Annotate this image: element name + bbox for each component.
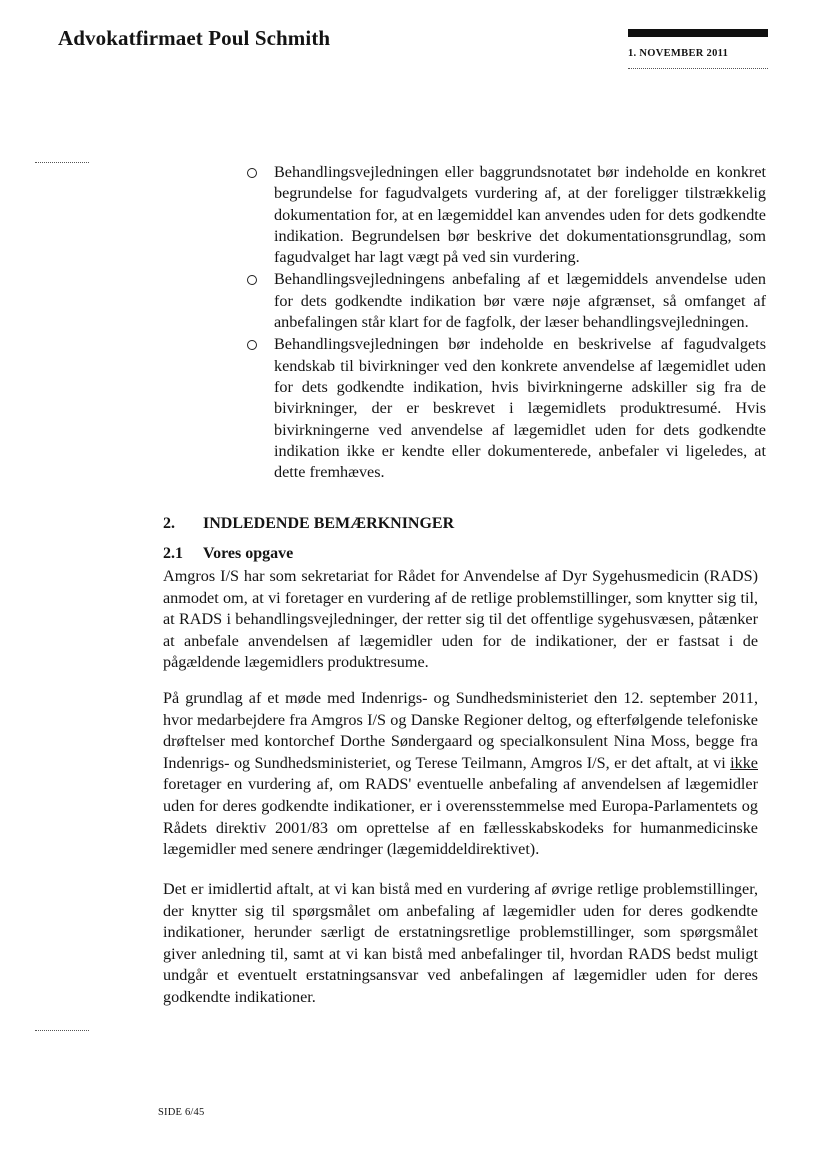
- list-item-text: Behandlingsvejledningen bør indeholde en beskrivelse af fagudvalgets kendskab til bivirkninger ved den konkrete anvendelse af lægemidlet uden for dets godkendte indikation, hvis bivirkningerne adskiller sig fra de bivirkninger, der er beskrevet i lægemidlets produktresumé. Hvis bivirkningerne ved anvendelse af lægemidlet uden for dets godkendte indikation ikke er kendte eller dokumenterede, anbefaler vi ligeledes, at dette fremhæves.: [274, 335, 766, 482]
- document-date: 1. NOVEMBER 2011: [628, 48, 729, 59]
- date-divider: [628, 68, 768, 69]
- emphasis-underlined: ikke: [730, 753, 758, 772]
- recommendation-list: [243, 162, 766, 484]
- list-item: [243, 269, 766, 333]
- paragraph-text: foretager en vurdering af, om RADS' eventuelle anbefaling af anvendelsen af lægemidler uden for deres godkendte indikationer, er i overensstemmelse med Europa-Parlamentets og Rådets direktiv 2001/83 om oprettelse af en fællesskabskodeks for humanmedicinske lægemidler med senere ændringer (lægemiddeldirektivet).: [163, 775, 758, 859]
- firm-name: Advokatfirmaet Poul Schmith: [58, 26, 331, 50]
- circle-bullet-icon: [247, 340, 257, 350]
- paragraph-text: På grundlag af et møde med Indenrigs- og Sundhedsministeriet den 12. september 2011, hvor medarbejdere fra Amgros I/S og Danske Regioner deltog, og efterfølgende telefoniske drøftelser med kontorchef Dorthe Søndergaard og specialkonsulent Nina Moss, begge fra Indenrigs- og Sundhedsministeriet, og Terese Teilmann, Amgros I/S, er det aftalt, at vi: [163, 689, 758, 772]
- subsection-title: Vores opgave: [203, 545, 294, 562]
- subsection-number: 2.1: [163, 545, 183, 562]
- paragraph-assignment: Amgros I/S har som sekretariat for Rådet for Anvendelse af Dyr Sygehusmedicin (RADS) anmodet om, at vi foretager en vurdering af de retlige problemstillinger, som knytter sig til, at RADS i behandlingsvejledninger, der retter sig til det offentlige sygehusvæsen, påtænker at anbefale anvendelsen af lægemidler uden for de indikationer, der er fastsat i de pågældende lægemidlers produktresume.: [163, 567, 758, 672]
- list-item-text: Behandlingsvejledningen eller baggrundsnotatet bør indeholde en konkret begrundelse for fagudvalgets vurdering af, at der foreligger tilstrækkelig dokumentation for, at en lægemiddel kan anvendes uden for dets godkendte indikation. Begrundelsen bør beskrive det dokumentationsgrundlag, som fagudvalget har lagt vægt på ved sin vurdering.: [274, 163, 766, 267]
- list-item-text: Behandlingsvejledningens anbefaling af et lægemiddels anvendelse uden for dets godkendte indikation bør være nøje afgrænset, så omfanget af anbefalingen står klart for de fagfolk, der læser behandlingsvejledningen.: [274, 270, 766, 332]
- circle-bullet-icon: [247, 275, 257, 285]
- page-number: SIDE 6/45: [158, 1107, 205, 1118]
- margin-marker: [35, 162, 89, 163]
- paragraph-scope: Det er imidlertid aftalt, at vi kan bistå med en vurdering af øvrige retlige problemstillinger, der knytter sig til spørgsmålet om anbefaling af lægemidler uden for deres godkendte indikationer, herunder særligt de erstatningsretlige problemstillinger, som spørgsmålet giver anledning til, samt at vi kan bistå med anbefalinger til, hvordan RADS bedst muligt undgår et eventuelt erstatningsansvar ved anbefalingen af lægemidler uden for deres godkendte indikationer.: [163, 880, 758, 1006]
- subsection-heading: [163, 545, 293, 563]
- margin-marker: [35, 1030, 89, 1031]
- list-item: [243, 162, 766, 268]
- section-heading: [163, 515, 454, 533]
- section-number: 2.: [163, 515, 175, 532]
- section-title: INDLEDENDE BEMÆRKNINGER: [203, 515, 455, 532]
- circle-bullet-icon: [247, 168, 257, 178]
- header-bar: [628, 29, 768, 37]
- paragraph-agreement: [163, 688, 758, 861]
- list-item: [243, 334, 766, 483]
